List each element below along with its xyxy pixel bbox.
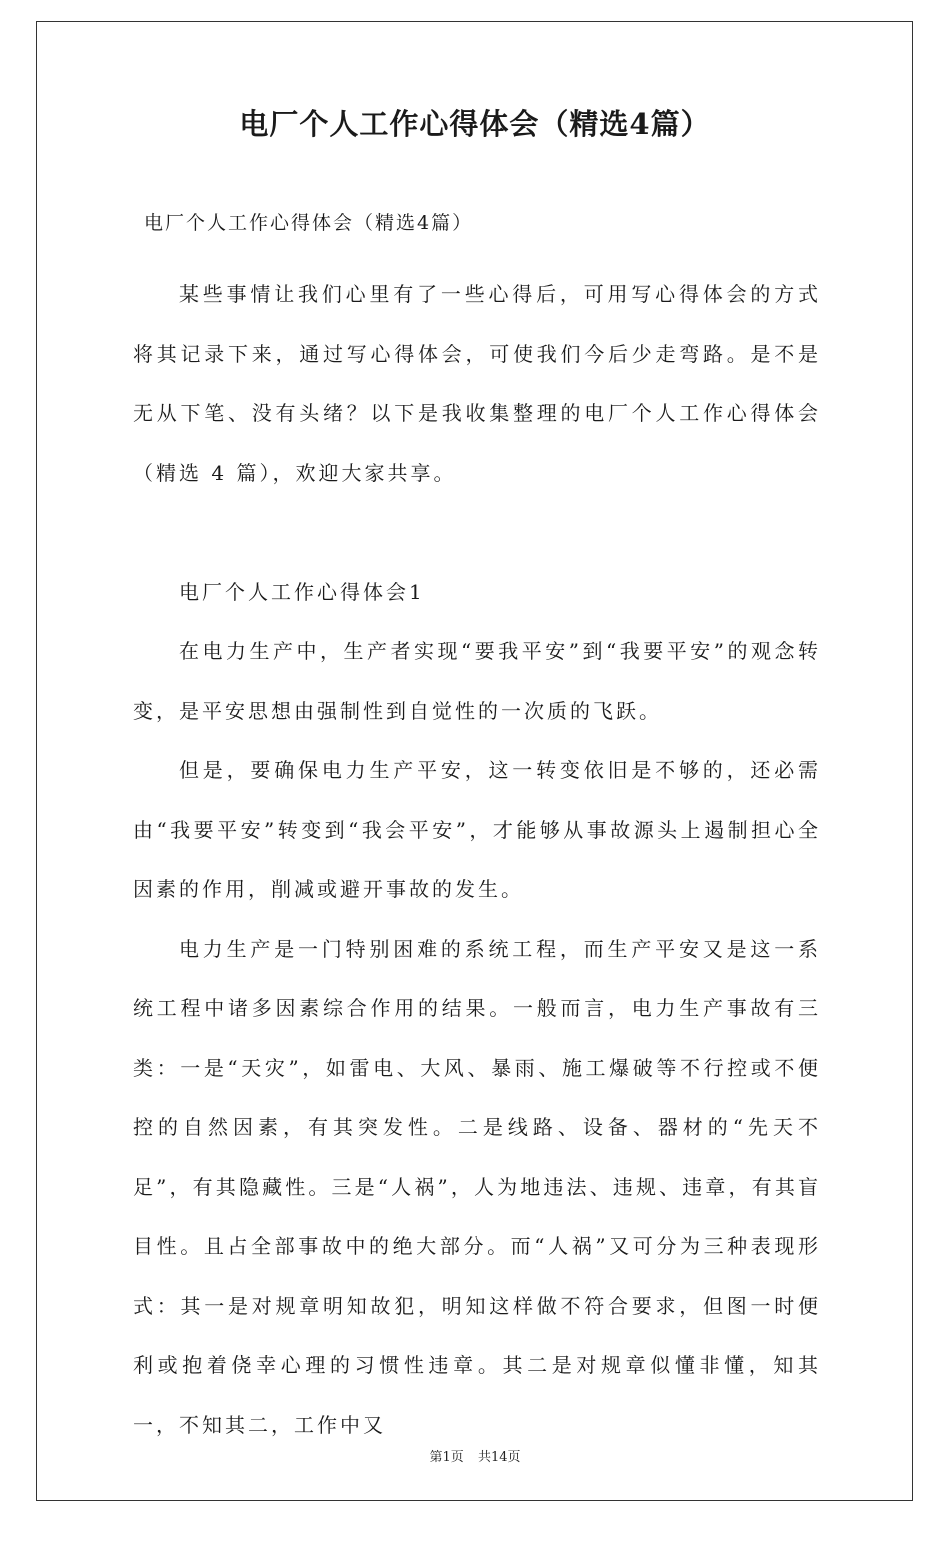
body-paragraph: 在电力生产中，生产者实现“要我平安”到“我要平安”的观念转变，是平安思想由强制性到自觉性的一次质的飞跃。 [133, 639, 821, 723]
page-number: 第1页 [429, 1450, 464, 1465]
page-footer [0, 1448, 950, 1468]
body-paragraph: 电力生产是一门特别困难的系统工程，而生产平安又是这一系统工程中诸多因素综合作用的结果。一般而言，电力生产事故有三类：一是“天灾”，如雷电、大风、暴雨、施工爆破等不行控或不便控的自然因素，有其突发性。二是线路、设备、器材的“先天不足”，有其隐藏性。三是“人祸”，人为地违法、违规、违章，有其盲目性。且占全部事故中的绝大部分。而“人祸”又可分为三种表现形式：其一是对规章明知故犯，明知这样做不符合要求，但图一时便利或抱着侥幸心理的习惯性违章。其二是对规章似懂非懂，知其一，不知其二，工作中又 [133, 936, 821, 1437]
page-total: 共14页 [477, 1450, 521, 1465]
document-title: 电厂个人工作心得体会（精选4篇） [239, 107, 711, 141]
section-heading: 电厂个人工作心得体会1 [179, 579, 425, 604]
intro-paragraph: 某些事情让我们心里有了一些心得后，可用写心得体会的方式将其记录下来，通过写心得体会，可使我们今后少走弯路。是不是无从下笔、没有头绪？以下是我收集整理的电厂个人工作心得体会（精选 4 篇），欢迎大家共享。 [133, 282, 821, 485]
document-subtitle: 电厂个人工作心得体会（精选4篇） [144, 212, 474, 234]
body-paragraph: 但是，要确保电力生产平安，这一转变依旧是不够的，还必需由“我要平安”转变到“我会平安”，才能够从事故源头上遏制担心全因素的作用，削减或避开事故的发生。 [133, 758, 821, 901]
document-body [133, 265, 821, 1455]
